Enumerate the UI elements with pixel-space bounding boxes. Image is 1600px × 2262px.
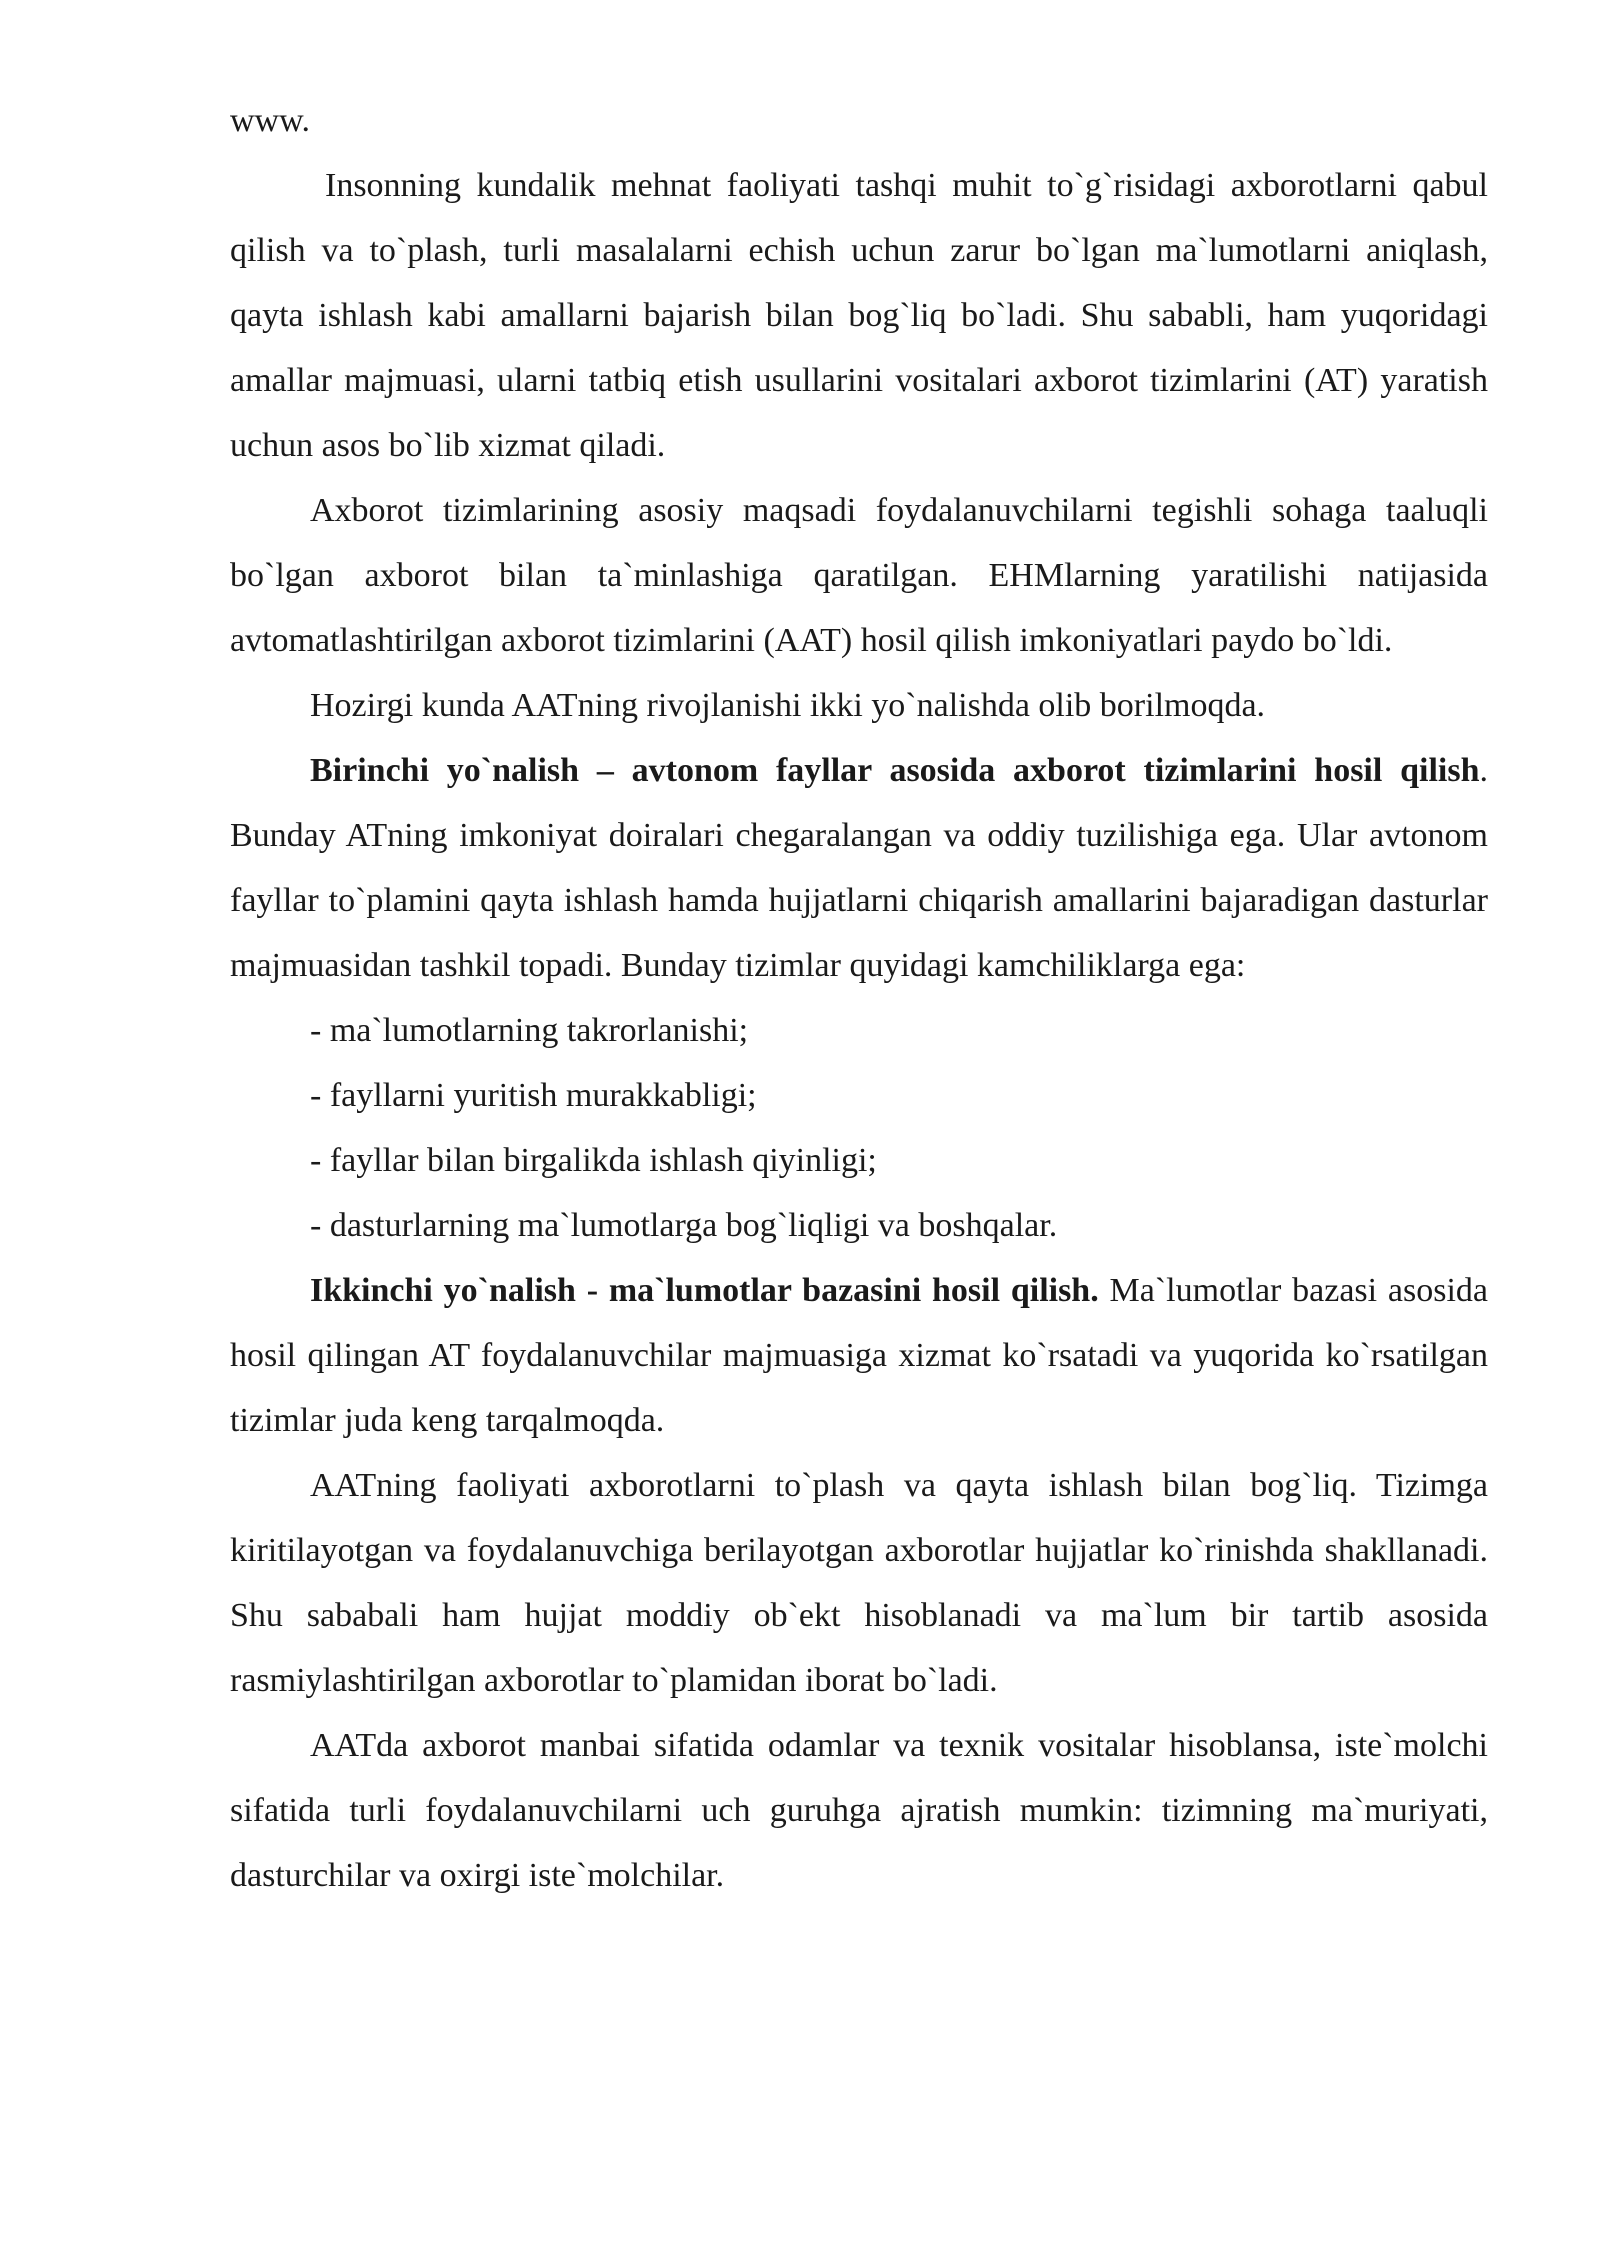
paragraph-directions: Hozirgi kunda AATning rivojlanishi ikki yo`nalishda olib borilmoqda.	[310, 687, 1266, 724]
paragraph-intro: Insonning kundalik mehnat faoliyati tashqi muhit to`g`risidagi axborotlarni qabul qilish va to`plash, turli masalalarni echish uchun zarur bo`lgan ma`lumotlarni aniqlash, qayta ishlash kabi amallarni bajarish bilan bog`liq bo`ladi. Shu sababli, ham yuqoridagi amallar majmuasi, ularni tatbiq etish usullarini vositalari axborot tizimlarini (AT) yaratish uchun asos bo`lib xizmat qiladi.	[230, 167, 1488, 464]
list-item: - ma`lumotlarning takrorlanishi;	[310, 1012, 749, 1049]
paragraph-activity: AATning faoliyati axborotlarni to`plash va qayta ishlash bilan bog`liq. Tizimga kiritilayotgan va foydalanuvchiga berilayotgan axborotlar hujjatlar ko`rinishda shakllanadi. Shu sababali ham hujjat moddiy ob`ekt hisoblanadi va ma`lum bir tartib asosida rasmiylashtirilgan axborotlar to`plamidan iborat bo`ladi.	[230, 1467, 1488, 1699]
second-direction-text: Ma`lumotlar bazasi asosida hosil qilingan AT foydalanuvchilar majmuasiga xizmat ko`rsatadi va yuqorida ko`rsatilgan tizimlar juda keng tarqalmoqda.	[230, 1272, 1488, 1439]
list-item: - fayllar bilan birgalikda ishlash qiyinligi;	[310, 1142, 877, 1179]
paragraph-purpose: Axborot tizimlarining asosiy maqsadi foydalanuvchilarni tegishli sohaga taaluqli bo`lgan axborot bilan ta`minlashiga qaratilgan. EHMlarning yaratilishi natijasida avtomatlashtirilgan axborot tizimlarini (AAT) hosil qilish imkoniyatlari paydo bo`ldi.	[230, 492, 1488, 659]
paragraph-second-direction	[230, 1258, 1488, 1453]
list-item: - dasturlarning ma`lumotlarga bog`liqligi va boshqalar.	[310, 1207, 1058, 1244]
list-item: - fayllarni yuritish murakkabligi;	[310, 1077, 757, 1114]
paragraph-sources: AATda axborot manbai sifatida odamlar va texnik vositalar hisoblansa, iste`molchi sifatida turli foydalanuvchilarni uch guruhga ajratish mumkin: tizimning ma`muriyati, dasturchilar va oxirgi iste`molchilar.	[230, 1727, 1488, 1894]
first-direction-heading: Birinchi yo`nalish – avtonom fayllar asosida axborot tizimlarini hosil qilish	[310, 752, 1480, 789]
header-text: www.	[230, 102, 310, 139]
second-direction-heading: Ikkinchi yo`nalish - ma`lumotlar bazasini hosil qilish.	[310, 1272, 1099, 1309]
document-page	[230, 88, 1488, 1908]
first-direction-text: . Bunday ATning imkoniyat doiralari chegaralangan va oddiy tuzilishiga ega. Ular avtonom fayllar to`plamini qayta ishlash hamda hujjatlarni chiqarish amallarini bajaradigan dasturlar majmuasidan tashkil topadi. Bunday tizimlar quyidagi kamchiliklarga ega:	[230, 752, 1488, 984]
paragraph-first-direction	[230, 738, 1488, 998]
